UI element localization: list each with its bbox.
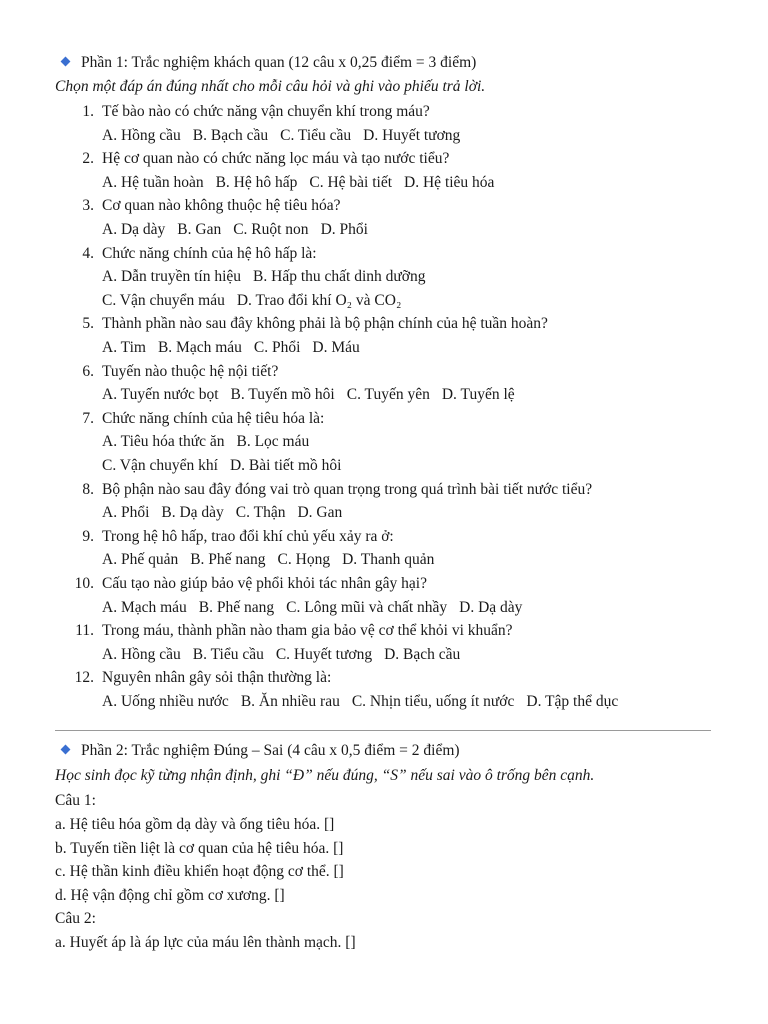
question-number: 7. [82,409,94,427]
question-text: Trong máu, thành phần nào tham gia bảo vệ cơ thể khỏi vi khuẩn? [102,622,513,640]
question-text: Thành phần nào sau đây không phải là bộ phận chính của hệ tuần hoàn? [102,315,548,333]
question-item [72,621,513,641]
answer-option: C. Tiểu cầu [280,126,352,144]
statement-item: a. Hệ tiêu hóa gồm dạ dày và ống tiêu hóa. [] [55,816,335,833]
question-number: 5. [82,315,94,333]
statement-item: d. Hệ vận động chỉ gồm cơ xương. [] [55,887,285,904]
answer-option: A. Tuyến nước bọt [102,386,219,404]
part1-instruction: Chọn một đáp án đúng nhất cho mỗi câu hỏi và ghi vào phiếu trả lời. [55,78,486,95]
answer-option: B. Hấp thu chất dinh dưỡng [253,268,426,286]
question-text: Hệ cơ quan nào có chức năng lọc máu và tạo nước tiểu? [102,150,450,168]
question-item [72,244,317,264]
question-item [72,149,449,169]
question-text: Tế bào nào có chức năng vận chuyển khí trong máu? [102,103,430,120]
question-item [72,527,394,547]
answer-option: B. Hệ hô hấp [215,173,298,191]
section-divider [55,730,711,731]
question-text: Bộ phận nào sau đây đóng vai trò quan trọng trong quá trình bài tiết nước tiểu? [102,480,593,498]
answer-option: B. Bạch cầu [192,126,269,144]
answer-option: C. Nhịn tiểu, uống ít nước [351,693,515,710]
answer-option: B. Gan [177,221,222,238]
answer-option: A. Phổi [102,504,150,522]
question-item [72,362,278,382]
question-text: Cấu tạo nào giúp bảo vệ phổi khỏi tác nhân gây hại? [102,575,427,592]
statement-item: b. Tuyến tiền liệt là cơ quan của hệ tiêu hóa. [] [55,840,344,857]
answer-options [102,385,527,405]
question-number: 6. [82,362,94,380]
answer-option: A. Phế quản [102,551,179,569]
question-text: Trong hệ hô hấp, trao đổi khí chủ yếu xảy ra ở: [102,527,394,545]
answer-options [102,550,446,570]
question-item [72,102,430,122]
question-number: 9. [82,527,94,545]
answer-option: D. Trao đổi khí O₂ và CO₂ [236,291,402,309]
question-item [72,196,341,216]
question-text: Chức năng chính của hệ tiêu hóa là: [102,409,325,427]
answer-option: C. Vận chuyển máu [102,291,225,309]
answer-options [102,220,380,240]
question-item [72,480,592,500]
answer-option: A. Hồng cầu [102,126,181,144]
question-text: Nguyên nhân gây sỏi thận thường là: [102,669,332,687]
question-number: 8. [82,480,94,498]
statement-item: c. Hệ thần kinh điều khiển hoạt động cơ thể. [] [55,863,344,880]
answer-option: A. Hồng cầu [102,645,181,663]
answer-option: D. Tuyến lệ [441,386,515,404]
question-label: Câu 1: [55,792,96,809]
question-text: Tuyến nào thuộc hệ nội tiết? [102,362,279,380]
answer-options [102,291,413,311]
answer-option: B. Tuyến mồ hôi [230,386,335,404]
answer-option: D. Máu [312,339,360,356]
question-text: Chức năng chính của hệ hô hấp là: [102,244,317,262]
answer-option: D. Gan [297,504,343,522]
question-number: 4. [82,244,94,262]
answer-options [102,173,506,193]
question-item [72,314,548,334]
answer-option: D. Hệ tiêu hóa [404,173,495,191]
answer-option: D. Tập thể dục [526,693,619,710]
part1-heading: Phần 1: Trắc nghiệm khách quan (12 câu x 0,25 điểm = 3 điểm) [62,53,476,73]
answer-options [102,338,372,358]
question-label: Câu 2: [55,910,96,927]
answer-option: B. Tiểu cầu [192,645,264,663]
part2-instruction: Học sinh đọc kỹ từng nhận định, ghi “Đ” nếu đúng, “S” nếu sai vào ô trống bên cạnh. [55,767,595,784]
question-text: Cơ quan nào không thuộc hệ tiêu hóa? [102,197,341,215]
answer-option: C. Tuyến yên [346,386,430,404]
answer-option: C. Họng [277,551,331,569]
answer-option: D. Bài tiết mồ hôi [229,457,342,474]
answer-options [102,598,534,618]
answer-option: A. Mạch máu [102,598,187,616]
question-number: 2. [82,150,94,168]
answer-options [102,456,353,476]
answer-options [102,267,437,287]
answer-option: B. Mạch máu [157,339,242,356]
answer-option: B. Ăn nhiều rau [240,693,340,710]
answer-option: A. Tim [102,339,146,356]
question-item [72,668,331,688]
answer-option: D. Huyết tương [363,126,461,144]
answer-option: B. Dạ dày [161,504,224,522]
answer-option: A. Hệ tuần hoàn [102,173,204,191]
answer-option: C. Thận [235,504,286,522]
answer-option: C. Vận chuyển khí [102,457,218,474]
answer-options [102,503,354,523]
answer-option: A. Uống nhiều nước [102,693,229,710]
question-number: 11. [75,622,94,640]
answer-option: A. Tiêu hóa thức ăn [102,433,225,451]
answer-option: D. Dạ dày [459,598,523,616]
part2-heading: Phần 2: Trắc nghiệm Đúng – Sai (4 câu x 0,5 điểm = 2 điểm) [62,741,460,761]
answer-options [102,126,472,146]
answer-options [102,692,630,712]
diamond-bullet-icon [61,745,71,755]
question-item [72,574,427,594]
answer-options [102,432,321,452]
statement-item: a. Huyết áp là áp lực của máu lên thành mạch. [] [55,934,356,951]
answer-option: D. Thanh quản [342,551,435,569]
answer-option: A. Dạ dày [102,221,166,238]
question-number: 10. [74,575,94,592]
question-number: 3. [82,197,94,215]
question-number: 12. [74,669,94,687]
answer-option: D. Phổi [320,221,368,238]
answer-option: C. Lông mũi và chất nhầy [286,598,448,616]
answer-option: B. Phế nang [190,551,266,569]
question-number: 1. [82,103,94,120]
answer-option: C. Hệ bài tiết [309,173,393,191]
answer-options [102,645,472,665]
answer-option: B. Phế nang [198,598,275,616]
answer-option: B. Lọc máu [236,433,310,451]
answer-option: C. Ruột non [233,221,309,238]
answer-option: C. Phổi [253,339,301,356]
answer-option: C. Huyết tương [275,645,373,663]
question-item [72,409,324,429]
diamond-bullet-icon [61,57,71,67]
answer-option: A. Dẫn truyền tín hiệu [102,268,242,286]
answer-option: D. Bạch cầu [384,645,461,663]
